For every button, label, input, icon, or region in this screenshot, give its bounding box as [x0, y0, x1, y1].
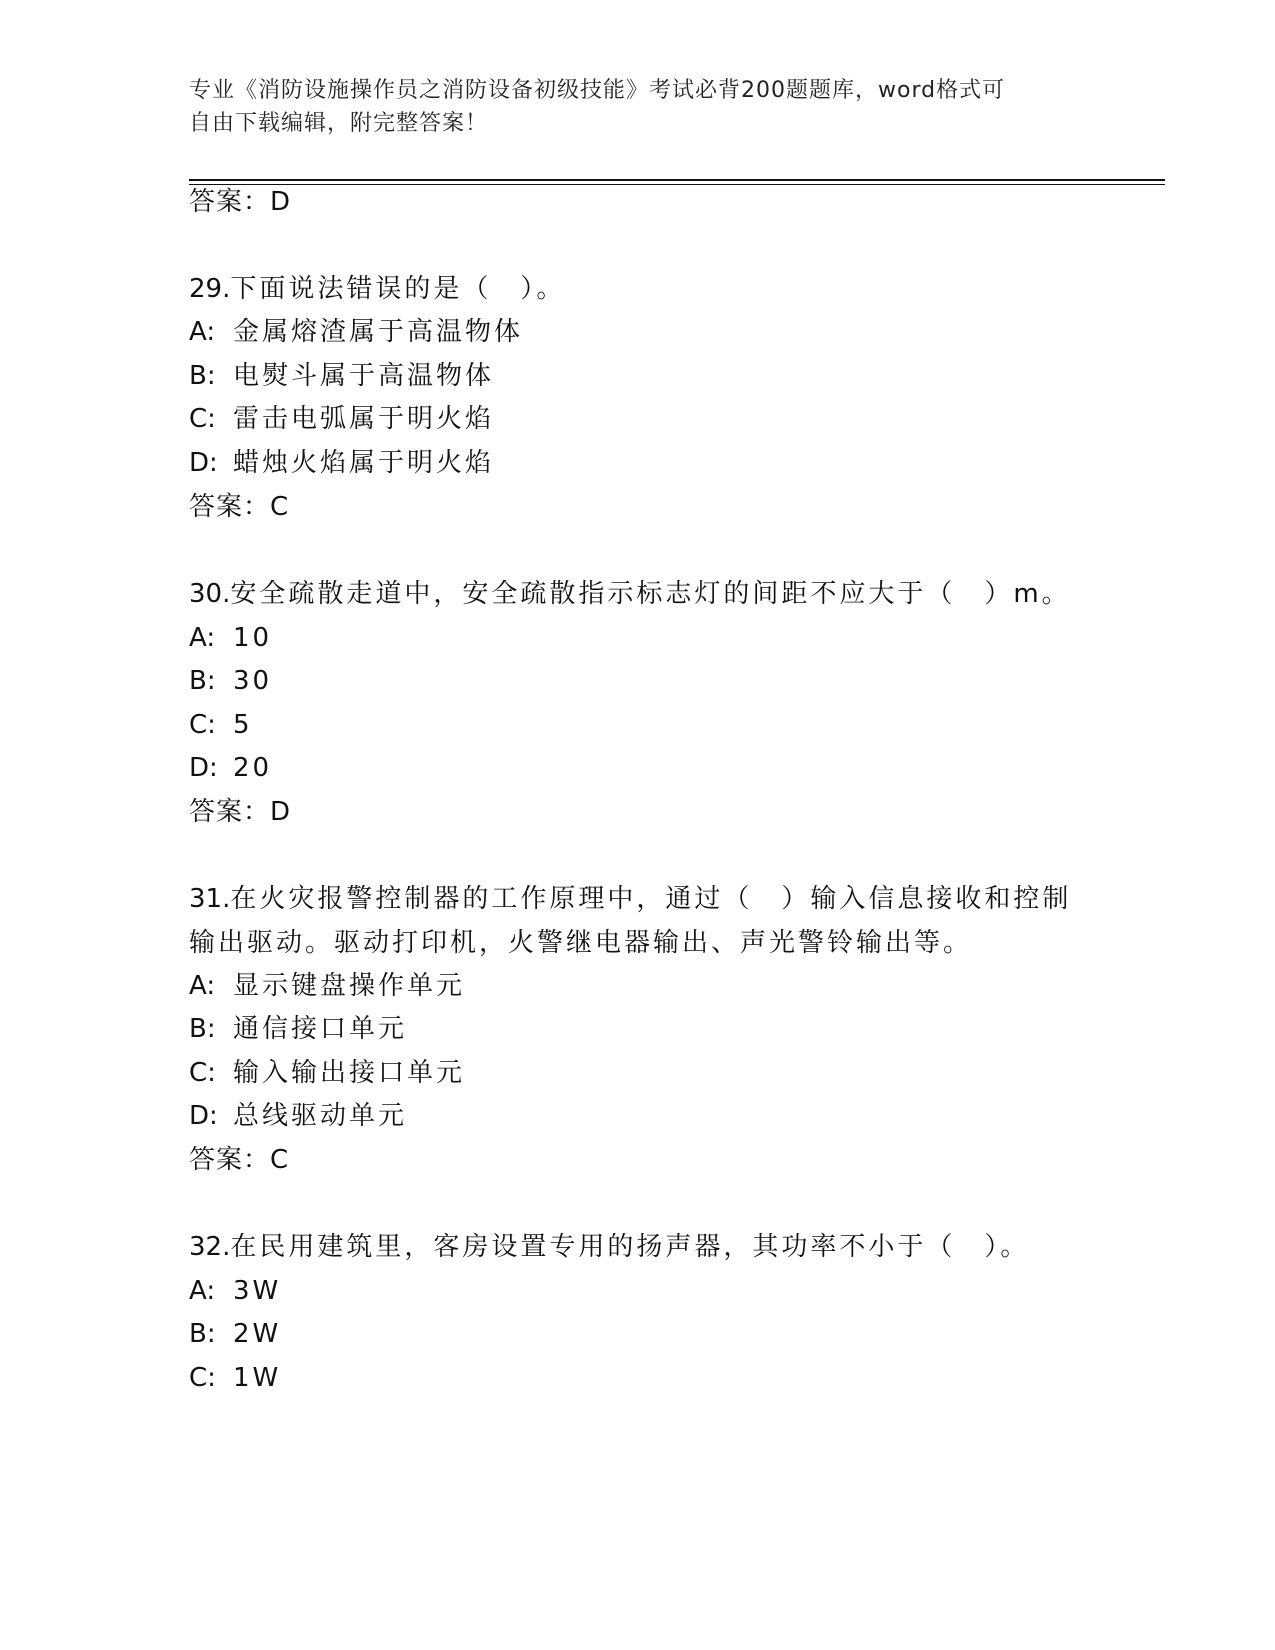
question-31-stem-continued: 输出驱动。驱动打印机，火警继电器输出、声光警铃输出等。 [189, 928, 973, 958]
question-29-stem [189, 273, 565, 305]
option-letter: B: [189, 666, 216, 696]
question-text: 下面说法错误的是（ ）。 [230, 274, 566, 304]
question-30-stem [189, 578, 1071, 610]
question-30-answer: 答案：D [189, 797, 292, 827]
option-text: 2W [233, 1319, 282, 1349]
option-text: 总线驱动单元 [233, 1101, 408, 1131]
option-text: 雷击电弧属于明火焰 [233, 404, 495, 434]
previous-answer: 答案：D [189, 187, 292, 217]
question-30-option-c [189, 709, 253, 741]
option-letter: D: [189, 448, 218, 478]
question-text: 安全疏散走道中，安全疏散指示标志灯的间距不应大于（ ）m。 [230, 579, 1071, 609]
option-text: 蜡烛火焰属于明火焰 [233, 448, 495, 478]
option-text: 1W [233, 1363, 282, 1393]
option-letter: A: [189, 1276, 216, 1306]
option-letter: A: [189, 623, 216, 653]
option-text: 3W [233, 1276, 282, 1306]
question-31-option-a [189, 970, 465, 1002]
question-31-answer: 答案：C [189, 1145, 290, 1175]
question-29-option-c [189, 403, 494, 435]
question-29-answer: 答案：C [189, 492, 290, 522]
header-line-2: 自由下载编辑，附完整答案！ [189, 111, 489, 136]
question-number: 29. [189, 274, 231, 304]
question-number: 30. [189, 579, 231, 609]
option-text: 5 [233, 710, 253, 740]
question-number: 32. [189, 1232, 231, 1262]
question-31-option-b [189, 1013, 407, 1045]
option-letter: A: [189, 971, 216, 1001]
header-line-1: 专业《消防设施操作员之消防设备初级技能》考试必背200题题库，word格式可 [189, 78, 1006, 103]
question-32-stem [189, 1231, 1029, 1263]
question-number: 31. [189, 884, 231, 914]
option-letter: C: [189, 1058, 216, 1088]
question-30-option-b [189, 665, 272, 697]
question-31-option-c [189, 1057, 465, 1089]
question-30-option-a [189, 622, 272, 654]
document-header [189, 74, 1089, 140]
option-letter: B: [189, 361, 216, 391]
question-32-option-b [189, 1318, 281, 1350]
question-29-option-d [189, 447, 494, 479]
question-29-option-b [189, 360, 494, 392]
question-text: 在民用建筑里，客房设置专用的扬声器，其功率不小于（ ）。 [230, 1232, 1030, 1262]
option-text: 10 [233, 623, 273, 653]
option-letter: D: [189, 1101, 218, 1131]
header-rule-thin [189, 184, 1165, 185]
option-text: 金属熔渣属于高温物体 [233, 317, 524, 347]
option-text: 30 [233, 666, 273, 696]
option-letter: C: [189, 1363, 216, 1393]
header-rule-thick [189, 179, 1165, 181]
option-text: 输入输出接口单元 [233, 1058, 466, 1088]
option-letter: C: [189, 404, 216, 434]
question-30-option-d [189, 752, 272, 784]
option-letter: B: [189, 1319, 216, 1349]
question-29-option-a [189, 316, 523, 348]
question-32-option-a [189, 1275, 281, 1307]
option-text: 通信接口单元 [233, 1014, 408, 1044]
question-31-option-d [189, 1100, 407, 1132]
option-letter: B: [189, 1014, 216, 1044]
option-letter: D: [189, 753, 218, 783]
option-letter: A: [189, 317, 216, 347]
question-31-stem [189, 883, 1071, 915]
question-text: 在火灾报警控制器的工作原理中，通过（ ）输入信息接收和控制 [230, 884, 1072, 914]
option-text: 20 [233, 753, 273, 783]
option-letter: C: [189, 710, 216, 740]
option-text: 显示键盘操作单元 [233, 971, 466, 1001]
question-32-option-c [189, 1362, 281, 1394]
option-text: 电熨斗属于高温物体 [233, 361, 495, 391]
